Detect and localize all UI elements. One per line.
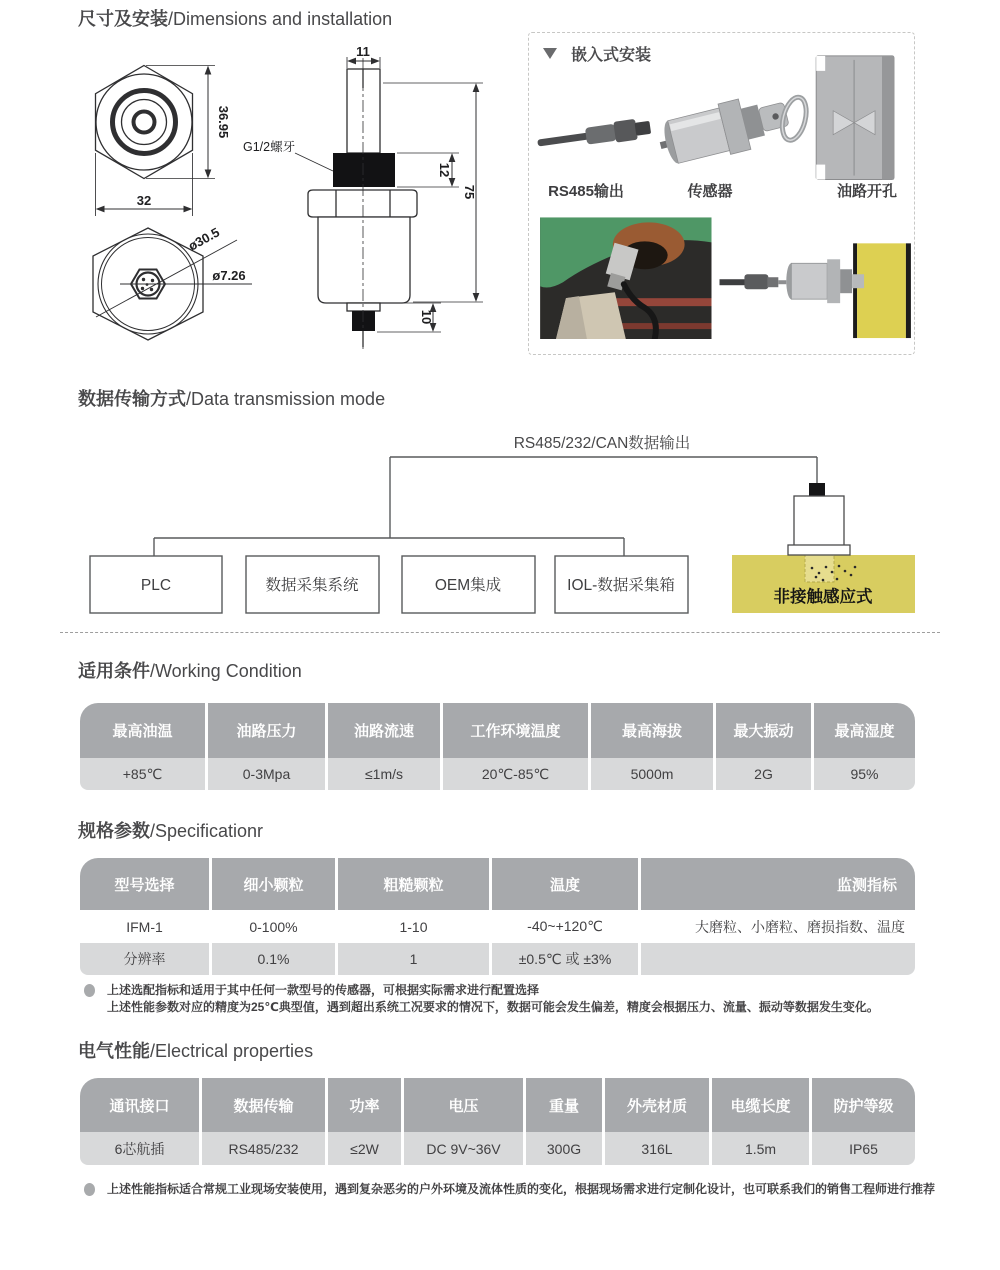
oil-block-render bbox=[816, 56, 894, 180]
transmission-diagram bbox=[60, 415, 940, 625]
header-cell: 重量 bbox=[526, 1078, 605, 1132]
sensor-render bbox=[654, 89, 792, 171]
node-label-plc: PLC bbox=[140, 577, 172, 594]
header-cell: 最高海拔 bbox=[591, 703, 716, 758]
note-text bbox=[107, 1181, 935, 1198]
noncontact-sensor-illustration bbox=[732, 483, 915, 613]
panel-header-label: 嵌入式安装 bbox=[571, 47, 652, 64]
data-cell: 1.5m bbox=[712, 1132, 812, 1165]
section-title-working bbox=[78, 659, 302, 683]
header-cell: 最大振动 bbox=[716, 703, 814, 758]
data-cell: 0-3Mpa bbox=[208, 758, 328, 790]
section-title-zh: 电气性能 bbox=[78, 1041, 150, 1061]
section-title-en: /Electrical properties bbox=[150, 1041, 314, 1061]
data-cell: 大磨粒、小磨粒、磨损指数、温度 bbox=[695, 918, 905, 935]
header-cell: 最高油温 bbox=[80, 703, 208, 758]
o-ring-render bbox=[778, 95, 810, 143]
rs485-cable-render bbox=[536, 117, 651, 154]
installation-photo bbox=[540, 217, 711, 339]
data-cell: 0-100% bbox=[212, 910, 338, 943]
data-cell: IFM-1 bbox=[80, 910, 212, 943]
dimension-drawings bbox=[60, 40, 510, 380]
note-text bbox=[107, 982, 879, 1016]
section-title-en: /Specificationr bbox=[150, 821, 264, 841]
table-data-row bbox=[80, 1132, 915, 1165]
diagram-connectors bbox=[154, 457, 817, 557]
dim-hex-height: 36.95 bbox=[216, 105, 231, 139]
dimension-labels bbox=[137, 44, 477, 324]
side-view bbox=[308, 69, 417, 347]
table-header-row bbox=[80, 1078, 915, 1132]
header-cell: 油路压力 bbox=[208, 703, 328, 758]
product-label-block: 油路开孔 bbox=[836, 183, 897, 200]
node-label-oem: OEM集成 bbox=[434, 577, 502, 594]
spec-table bbox=[80, 858, 915, 975]
table-data-row bbox=[80, 910, 915, 943]
data-cell bbox=[641, 943, 915, 975]
section-title-zh: 适用条件 bbox=[78, 661, 150, 681]
node-label-iol: IOL-数据采集箱 bbox=[567, 577, 675, 594]
section-title-en: /Dimensions and installation bbox=[168, 9, 393, 29]
dim-stem-width: 11 bbox=[356, 44, 370, 59]
data-cell: 316L bbox=[605, 1132, 712, 1165]
data-cell: 6芯航插 bbox=[80, 1132, 202, 1165]
header-cell: 最高湿度 bbox=[834, 723, 895, 740]
data-cell: ≤2W bbox=[328, 1132, 404, 1165]
data-cell: 1-10 bbox=[338, 910, 492, 943]
section-title-spec bbox=[78, 819, 263, 843]
spec-note bbox=[84, 982, 944, 1016]
data-cell: 5000m bbox=[591, 758, 716, 790]
node-label-daq: 数据采集系统 bbox=[265, 577, 359, 594]
thread-spec-label: G1/2螺牙 bbox=[243, 140, 296, 154]
section-title-en: /Working Condition bbox=[150, 661, 302, 681]
header-cell: 功率 bbox=[328, 1078, 404, 1132]
header-cell: 粗糙颗粒 bbox=[338, 858, 492, 910]
sensor-caption: 非接触感应式 bbox=[773, 588, 873, 606]
header-cell: 油路流速 bbox=[328, 703, 443, 758]
section-title-zh: 规格参数 bbox=[78, 821, 150, 841]
mounted-sensor-render bbox=[720, 243, 911, 338]
note-bullet bbox=[84, 1183, 95, 1196]
dim-connector-diameter: ø7.26 bbox=[212, 268, 246, 283]
header-cell: 电压 bbox=[404, 1078, 526, 1132]
section-title-en: /Data transmission mode bbox=[186, 389, 386, 409]
header-cell: 电缆长度 bbox=[712, 1078, 812, 1132]
header-cell: 防护等级 bbox=[833, 1097, 894, 1115]
section-title-transmission bbox=[78, 387, 385, 411]
note-line: 上述性能参数对应的精度为25℃典型值，遇到超出系统工况要求的情况下，数据可能会发生偏差，精度会根据压力、流量、振动等数据发生变化。 bbox=[107, 1000, 879, 1014]
section-title-zh: 数据传输方式 bbox=[78, 389, 186, 409]
table-header-row bbox=[80, 858, 915, 910]
section-title-dimensions bbox=[78, 7, 392, 31]
hex-front-view bbox=[96, 66, 193, 179]
note-bullet bbox=[84, 984, 95, 997]
header-cell: 工作环境温度 bbox=[443, 703, 591, 758]
data-cell: 0.1% bbox=[212, 943, 338, 975]
product-label-rs485: RS485输出 bbox=[548, 183, 624, 200]
section-title-electrical bbox=[78, 1039, 313, 1063]
data-cell: +85℃ bbox=[80, 758, 208, 790]
data-cell: 300G bbox=[526, 1132, 605, 1165]
data-cell: IP65 bbox=[849, 1140, 878, 1157]
data-cell: DC 9V~36V bbox=[404, 1132, 526, 1165]
data-cell: -40~+120℃ bbox=[492, 910, 641, 943]
dim-connector-height: 10 bbox=[419, 309, 434, 325]
header-cell: 数据传输 bbox=[202, 1078, 328, 1132]
electrical-table bbox=[80, 1078, 915, 1165]
dim-outer-diameter: ø30.5 bbox=[185, 224, 222, 254]
install-panel bbox=[528, 32, 915, 355]
table-header-row bbox=[80, 703, 915, 758]
header-cell: 通讯接口 bbox=[80, 1078, 202, 1132]
note-line: 上述性能指标适合常规工业现场安装使用，遇到复杂恶劣的户外环境及流体性质的变化，根据现场需求进行定制化设计，也可联系我们的销售工程师进行推荐 bbox=[107, 1182, 936, 1196]
data-cell: RS485/232 bbox=[202, 1132, 328, 1165]
data-cell: 95% bbox=[850, 766, 879, 782]
data-cell: ≤1m/s bbox=[328, 758, 443, 790]
data-cell: 2G bbox=[716, 758, 814, 790]
header-cell: 温度 bbox=[492, 858, 641, 910]
header-cell: 监测指标 bbox=[836, 876, 897, 894]
note-line: 上述选配指标和适用于其中任何一款型号的传感器，可根据实际需求进行配置选择 bbox=[107, 983, 540, 997]
data-cell: 20℃-85℃ bbox=[443, 758, 591, 790]
product-label-sensor: 传感器 bbox=[687, 183, 733, 200]
data-cell: ±0.5℃ 或 ±3% bbox=[492, 943, 641, 975]
dim-hex-width: 32 bbox=[136, 193, 152, 208]
data-cell: 1 bbox=[338, 943, 492, 975]
dashed-divider bbox=[60, 632, 940, 633]
dim-thread-length: 12 bbox=[437, 162, 452, 178]
extension-lines bbox=[96, 57, 484, 332]
working-condition-table bbox=[80, 703, 915, 790]
table-data-row bbox=[80, 758, 915, 790]
section-title-zh: 尺寸及安装 bbox=[78, 9, 168, 29]
header-cell: 细小颗粒 bbox=[212, 858, 338, 910]
header-cell: 外壳材质 bbox=[605, 1078, 712, 1132]
dim-total-height: 75 bbox=[462, 184, 477, 200]
electrical-note bbox=[84, 1181, 964, 1198]
header-cell: 型号选择 bbox=[80, 858, 212, 910]
table-data-row bbox=[80, 943, 915, 975]
data-cell: 分辨率 bbox=[80, 943, 212, 975]
bus-label: RS485/232/CAN数据输出 bbox=[513, 435, 691, 452]
